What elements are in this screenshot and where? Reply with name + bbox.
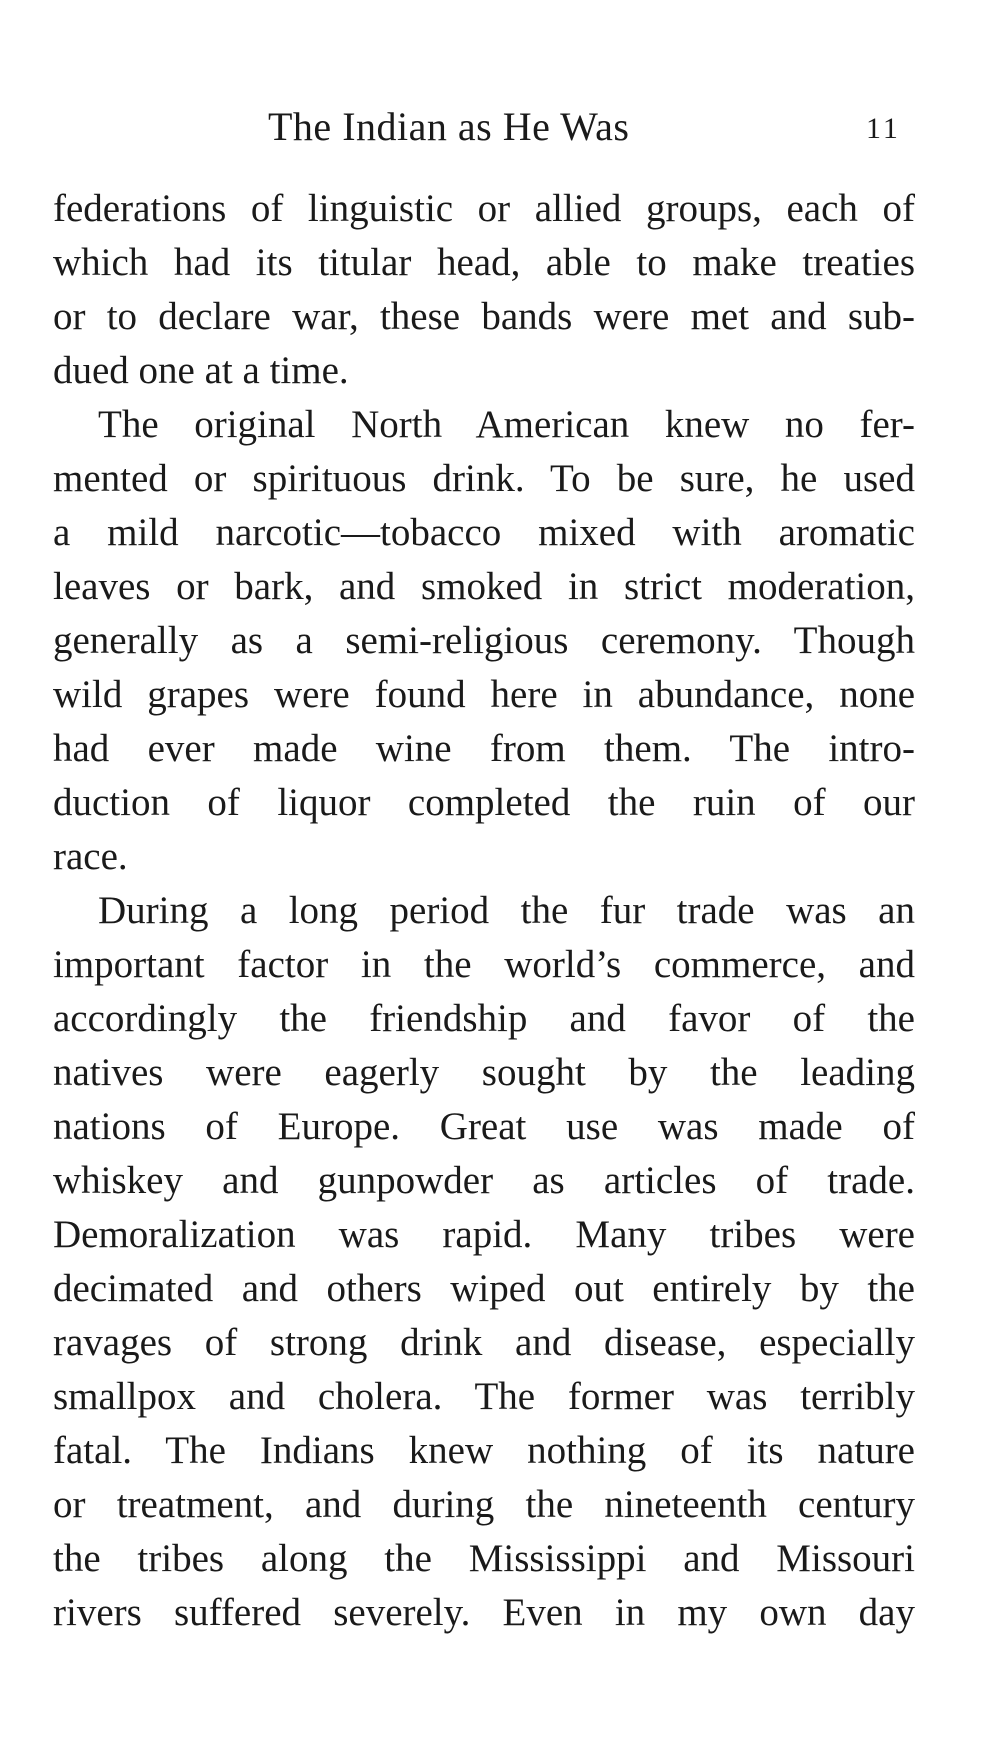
text-line: mented or spirituous drink. To be sure, he used	[53, 457, 915, 500]
text-line: or to declare war, these bands were met and sub-	[53, 295, 915, 338]
text-line: a mild narcotic—tobacco mixed with aromatic	[53, 511, 915, 554]
text-line: rivers suffered severely. Even in my own day	[53, 1591, 915, 1634]
paragraph	[53, 182, 915, 398]
text-line: important factor in the world’s commerce, and	[53, 943, 915, 986]
text-line: or treatment, and during the nineteenth century	[53, 1483, 915, 1526]
text-line: accordingly the friendship and favor of the	[53, 997, 915, 1040]
text-line: ravages of strong drink and disease, especially	[53, 1321, 915, 1364]
text-line: nations of Europe. Great use was made of	[53, 1105, 915, 1148]
body-text	[53, 182, 915, 1640]
paragraph	[53, 398, 915, 884]
text-line: had ever made wine from them. The intro-	[53, 727, 915, 770]
text-line: which had its titular head, able to make treaties	[53, 241, 915, 284]
text-line: duction of liquor completed the ruin of our	[53, 781, 915, 824]
text-line: the tribes along the Mississippi and Missouri	[53, 1537, 915, 1580]
paragraph	[53, 884, 915, 1640]
text-line: During a long period the fur trade was an	[98, 889, 915, 932]
text-line: generally as a semi-religious ceremony. Though	[53, 619, 915, 662]
text-line: natives were eagerly sought by the leading	[53, 1051, 915, 1094]
text-line: smallpox and cholera. The former was terribly	[53, 1375, 915, 1418]
page-number: 11	[866, 112, 901, 145]
text-line: dued one at a time.	[53, 349, 349, 392]
running-title: The Indian as He Was	[268, 104, 630, 149]
running-head	[0, 102, 1000, 152]
text-line: federations of linguistic or allied groups, each of	[53, 187, 915, 230]
text-line: Demoralization was rapid. Many tribes were	[53, 1213, 915, 1256]
text-line: whiskey and gunpowder as articles of trade.	[53, 1159, 915, 1202]
text-line: decimated and others wiped out entirely by the	[53, 1267, 915, 1310]
text-line: wild grapes were found here in abundance, none	[53, 673, 915, 716]
text-line: fatal. The Indians knew nothing of its nature	[53, 1429, 915, 1472]
text-line: race.	[53, 835, 128, 878]
text-line: The original North American knew no fer-	[98, 403, 915, 446]
text-line: leaves or bark, and smoked in strict moderation,	[53, 565, 915, 608]
